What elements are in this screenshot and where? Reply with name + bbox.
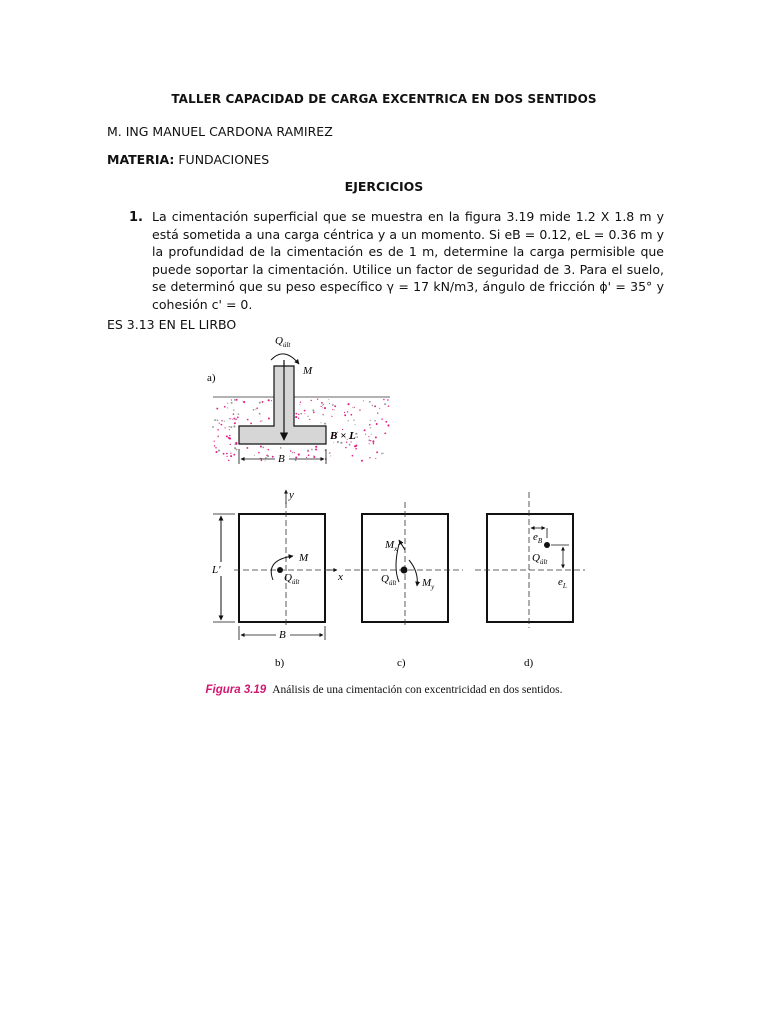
soil-dot [231,399,232,400]
soil-dot [255,409,256,410]
soil-dot [369,443,370,444]
soil-dot [322,407,323,408]
soil-dot [350,414,352,416]
soil-dot [384,403,386,405]
soil-dot [334,409,335,410]
panel-b-length-label: L' [212,564,221,576]
soil-dot [215,451,217,453]
soil-dot [377,413,378,414]
soil-dot [228,426,229,427]
soil-dot [313,455,314,456]
soil-dot [320,406,321,407]
soil-dot [298,414,299,415]
soil-dot [315,448,317,450]
subject-value: FUNDACIONES [174,152,270,167]
soil-dot [355,448,357,450]
section-heading: EJERCICIOS [344,179,424,194]
soil-dot [347,403,349,405]
soil-dot [268,399,270,401]
soil-dot [254,455,255,456]
soil-dot [228,460,230,462]
soil-dot [260,445,262,447]
soil-dot [334,405,336,407]
soil-dot [295,413,297,415]
panel-b-width-label: B [279,629,286,641]
soil-dot [370,427,371,428]
soil-dot [354,407,355,408]
panel-a-dims-label: B × L [330,430,356,442]
soil-dot [349,444,351,446]
exercise-text: La cimentación superficial que se muestra en la figura 3.19 mide 1.2 X 1.8 m y está sometida a una carga céntrica y a un momento. Si eB = 0.12, eL = 0.36 m y la profundidad de la cimentación es de 1 m, determine la carga permisible que puede soportar la cimentación. Utilice un factor de seguridad de 3. Para el suelo, se determinó que su peso específico γ = 17 kN/m3, ángulo de fricción ϕ' = 35° y cohesión c' = 0. [152,209,664,312]
soil-dot [388,405,390,407]
soil-dot [298,453,300,455]
soil-dot [271,400,272,401]
soil-dot [311,449,313,451]
figure-caption-label: Figura 3.19 [205,684,267,696]
soil-dot [226,453,228,455]
panel-b-x-label: x [338,571,343,583]
soil-dot [300,413,302,415]
soil-dot [329,403,330,404]
soil-dot [265,457,267,459]
panel-c-label: c) [397,657,406,669]
figure-3-19 [195,328,615,708]
panel-d-load-point [544,542,550,548]
soil-dot [359,409,360,410]
soil-dot [214,445,216,447]
soil-dot [344,414,346,416]
soil-dot [364,429,366,431]
soil-dot [268,418,270,420]
soil-dot [212,426,214,428]
panel-c-my-label: $M_y$ [422,577,435,591]
soil-dot [230,453,231,454]
soil-dot [320,422,321,423]
soil-dot [265,460,266,461]
soil-dot [298,418,299,419]
soil-dot [215,447,217,449]
soil-dot [369,401,371,403]
soil-dot [259,402,261,404]
soil-dot [290,450,292,452]
soil-dot [232,419,233,420]
soil-dot [365,434,366,435]
soil-dot [217,429,219,431]
soil-dot [383,453,384,454]
panel-d-el-label: $e_L$ [558,576,567,590]
soil-dot [372,405,373,406]
soil-dot [369,424,371,426]
soil-dot [262,401,264,403]
soil-dot [294,452,295,453]
soil-dot [344,412,345,413]
panel-c-load-point [401,567,408,574]
subject-label: MATERIA: [107,152,175,167]
panel-b [210,489,343,669]
soil-dot [363,400,364,401]
soil-dot [247,419,249,421]
soil-dot [226,456,227,457]
soil-dot [381,418,383,420]
soil-dot [246,447,248,449]
panel-c [345,502,463,669]
soil-dot [280,447,282,449]
soil-dot [231,402,233,404]
soil-dot [224,406,226,408]
soil-dot [304,410,306,412]
soil-dot [385,421,387,423]
soil-dot [355,424,356,425]
soil-dot [307,416,308,417]
soil-dot [322,414,324,416]
soil-dot [322,405,323,406]
panel-a [207,335,390,465]
soil-dot [230,426,232,428]
soil-dot [300,402,301,403]
soil-dot [331,416,332,417]
soil-dot [368,436,369,437]
soil-dot [368,439,370,441]
soil-dot [384,433,386,435]
soil-dot [295,416,297,418]
soil-dot [230,455,232,457]
soil-dot [235,418,237,420]
soil-dot [295,457,297,459]
soil-dot [374,420,376,422]
soil-dot [352,455,354,457]
soil-dot [258,452,260,454]
soil-dot [311,400,312,401]
soil-dot [233,418,235,420]
soil-dot [238,413,240,415]
soil-dot [233,413,235,415]
soil-dot [372,441,374,443]
panel-b-moment-label: M [299,552,309,564]
soil-dot [317,399,318,400]
soil-dot [262,447,264,449]
soil-dot [329,453,330,454]
soil-dot [234,422,236,424]
panel-d-label: d) [524,657,534,669]
soil-dot [308,454,310,456]
soil-dot [233,409,234,410]
soil-dot [230,444,231,445]
panel-a-width-label: B [278,453,285,465]
soil-dot [225,427,226,428]
soil-dot [237,417,239,419]
soil-dot [315,446,317,448]
soil-dot [256,407,258,409]
soil-dot [295,460,297,462]
soil-dot [312,409,314,411]
soil-dot [361,460,363,462]
soil-dot [216,408,218,410]
footing-section [239,366,326,444]
soil-dot [370,420,371,421]
panel-d [475,492,585,669]
panel-c-mx-arrow [399,540,405,550]
soil-dot [332,404,334,406]
panel-b-load-point [277,567,283,573]
soil-dot [236,399,238,401]
soil-dot [242,401,243,402]
soil-dot [243,401,245,403]
soil-dot [217,419,219,421]
soil-dot [387,399,389,401]
soil-dot [233,425,235,427]
soil-dot [214,440,215,441]
soil-dot [229,429,230,430]
soil-dot [340,442,342,444]
document-title: TALLER CAPACIDAD DE CARGA EXCENTRICA EN DOS SENTIDOS [171,92,597,106]
panel-d-eb-label: $e_B$ [533,531,543,545]
panel-a-load-label: $Q_{últ}$ [275,335,291,349]
soil-dot [253,409,255,411]
soil-dot [313,456,315,458]
soil-dot [321,402,323,404]
soil-dot [307,451,308,452]
soil-dot [383,399,385,401]
figure-caption [0,684,768,696]
soil-dot [313,412,315,414]
soil-dot [371,434,372,435]
panel-a-moment-label: M [303,365,313,377]
soil-dot [218,450,220,452]
soil-dot [229,435,230,436]
soil-dot [234,399,236,401]
soil-dot [220,424,222,426]
soil-dot [300,404,301,405]
soil-dot [236,449,238,451]
soil-dot [309,419,310,420]
soil-dot [353,419,354,420]
panel-d-footing-plan [487,514,573,622]
soil-dot [217,436,218,437]
soil-dot [305,413,306,414]
soil-dot [373,443,374,444]
soil-dot [330,455,331,456]
soil-dot [234,447,236,449]
soil-dot [268,449,270,451]
panel-b-y-label: y [289,489,294,501]
panel-b-load-label: $Q_{últ}$ [284,572,300,586]
soil-dot [228,437,230,439]
soil-dot [328,399,329,400]
soil-dot [229,418,230,419]
soil-dot [333,442,334,443]
soil-dot [376,423,378,425]
soil-dot [223,453,225,455]
soil-dot [379,408,380,409]
soil-dot [324,407,326,409]
soil-dot [261,460,263,462]
soil-dot [214,419,216,421]
subject-line [107,152,269,167]
panel-c-mx-label: $M_x$ [385,539,398,553]
soil-dot [375,458,376,459]
soil-dot [227,407,228,408]
soil-dot [374,405,376,407]
soil-dot [381,453,383,455]
soil-dot [375,436,377,438]
soil-dot [347,411,348,412]
soil-dot [352,407,353,408]
soil-dot [332,409,333,410]
soil-dot [261,420,262,421]
soil-dot [348,420,349,421]
panel-a-label: a) [207,372,216,384]
panel-b-label: b) [275,657,285,669]
soil-dot [369,457,370,458]
figure-caption-text: Análisis de una cimentación con excentricidad en dos sentidos. [272,684,563,696]
soil-dot [250,422,252,424]
panel-c-my-arrow [409,560,417,586]
soil-dot [235,442,237,444]
book-note: ES 3.13 EN EL LIRBO [107,317,237,332]
panel-c-load-label: $Q_{últ}$ [381,573,397,587]
soil-dot [292,452,294,454]
soil-dot [224,420,225,421]
moment-arrow [271,354,299,364]
soil-dot [272,456,274,458]
soil-dot [376,451,378,453]
soil-dot [226,435,228,437]
soil-dot [355,446,356,447]
soil-dot [259,413,261,415]
soil-dot [356,436,358,438]
soil-dot [260,421,261,422]
soil-dot [267,455,269,457]
soil-dot [345,447,347,449]
soil-dot [219,422,220,423]
soil-dot [306,457,307,458]
exercise-number: 1. [129,210,143,225]
author-line: M. ING MANUEL CARDONA RAMIREZ [107,124,333,139]
soil-dot [324,423,326,425]
soil-dot [233,454,235,456]
soil-dot [221,420,222,421]
soil-dot [387,424,389,426]
panel-d-load-label: $Q_{últ}$ [532,552,548,566]
soil-dot [227,403,228,404]
